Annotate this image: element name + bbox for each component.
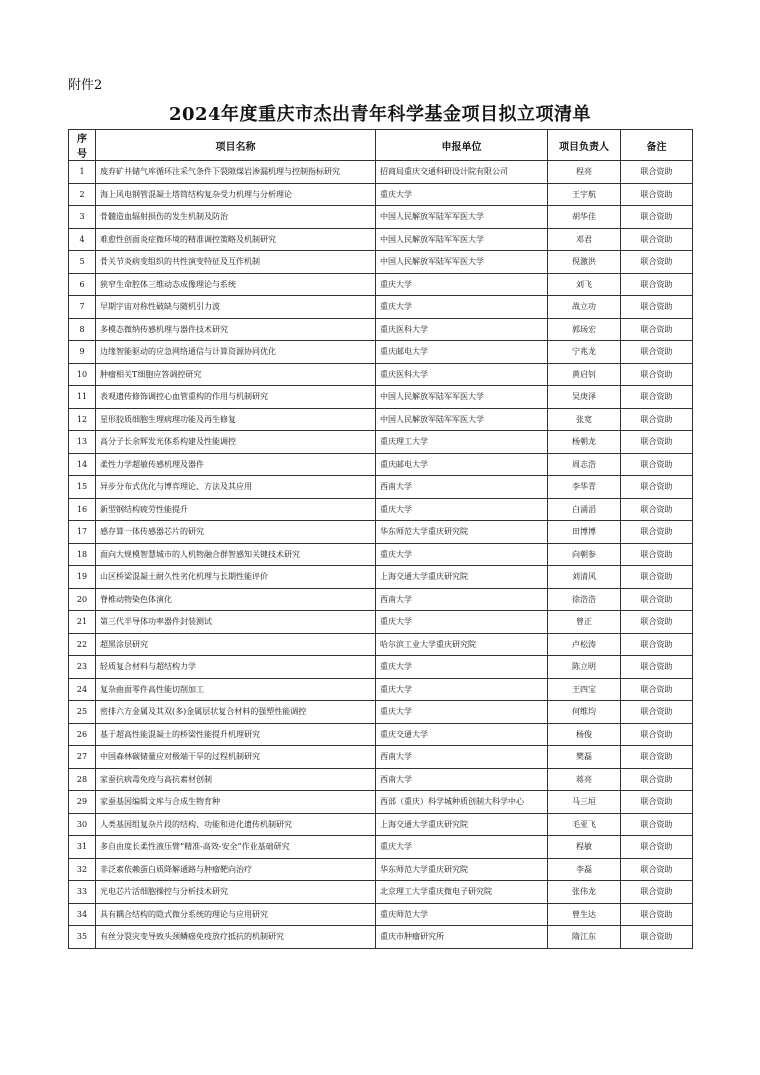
table-row: [69, 341, 693, 364]
project-leader: 胡华佳: [548, 206, 621, 229]
project-leader: 樊磊: [548, 746, 621, 769]
table-row: [69, 656, 693, 679]
table-row: [69, 161, 693, 184]
project-name: 早期宇宙对称性破缺与随机引力波: [96, 296, 376, 319]
project-name: 面向大规模智慧城市的人机物融合群智感知关键技术研究: [96, 543, 376, 566]
remark: 联合资助: [621, 228, 693, 251]
remark: 联合资助: [621, 701, 693, 724]
applicant-unit: 重庆交通大学: [376, 723, 548, 746]
applicant-unit: 重庆市肿瘤研究所: [376, 926, 548, 949]
project-leader: 王四宝: [548, 678, 621, 701]
applicant-unit: 中国人民解放军陆军军医大学: [376, 386, 548, 409]
row-index: 27: [69, 746, 96, 769]
project-name: 中国森林碳储量应对极端干旱的过程机制研究: [96, 746, 376, 769]
remark: 联合资助: [621, 746, 693, 769]
table-row: [69, 543, 693, 566]
remark: 联合资助: [621, 453, 693, 476]
table-row: [69, 611, 693, 634]
table-row: [69, 498, 693, 521]
row-index: 1: [69, 161, 96, 184]
project-leader: 隋江东: [548, 926, 621, 949]
project-name: 骨关节炎病变组织的共性演变特征及互作机制: [96, 251, 376, 274]
table-row: [69, 791, 693, 814]
row-index: 19: [69, 566, 96, 589]
table-row: [69, 903, 693, 926]
row-index: 7: [69, 296, 96, 319]
applicant-unit: 重庆大学: [376, 656, 548, 679]
remark: 联合资助: [621, 813, 693, 836]
applicant-unit: 重庆理工大学: [376, 431, 548, 454]
applicant-unit: 重庆大学: [376, 701, 548, 724]
table-row: [69, 296, 693, 319]
project-name: 高分子长余辉发光体系构建及性能调控: [96, 431, 376, 454]
table-row: [69, 408, 693, 431]
remark: 联合资助: [621, 836, 693, 859]
project-leader: 倪激洪: [548, 251, 621, 274]
project-leader: 宁兆龙: [548, 341, 621, 364]
table-row: [69, 431, 693, 454]
applicant-unit: 中国人民解放军陆军军医大学: [376, 228, 548, 251]
table-row: [69, 858, 693, 881]
table-row: [69, 386, 693, 409]
remark: 联合资助: [621, 881, 693, 904]
project-name: 异步分布式优化与博弈理论、方法及其应用: [96, 476, 376, 499]
row-index: 16: [69, 498, 96, 521]
remark: 联合资助: [621, 678, 693, 701]
row-index: 20: [69, 588, 96, 611]
table-row: [69, 476, 693, 499]
table-header: [69, 130, 693, 161]
project-name: 家蚕抗病毒免疫与高抗素材创制: [96, 768, 376, 791]
remark: 联合资助: [621, 926, 693, 949]
applicant-unit: 上海交通大学重庆研究院: [376, 566, 548, 589]
applicant-unit: 哈尔滨工业大学重庆研究院: [376, 633, 548, 656]
project-leader: 马三垣: [548, 791, 621, 814]
row-index: 21: [69, 611, 96, 634]
remark: 联合资助: [621, 161, 693, 184]
row-index: 6: [69, 273, 96, 296]
table-row: [69, 768, 693, 791]
row-index: 9: [69, 341, 96, 364]
remark: 联合资助: [621, 656, 693, 679]
applicant-unit: 重庆大学: [376, 836, 548, 859]
remark: 联合资助: [621, 521, 693, 544]
project-name: 新型钢结构疲劳性能提升: [96, 498, 376, 521]
project-leader: 刘飞: [548, 273, 621, 296]
row-index: 30: [69, 813, 96, 836]
applicant-unit: 重庆医科大学: [376, 363, 548, 386]
header-unit: 申报单位: [376, 130, 548, 161]
applicant-unit: 重庆大学: [376, 498, 548, 521]
header-index: 序号: [69, 130, 96, 161]
applicant-unit: 重庆医科大学: [376, 318, 548, 341]
remark: 联合资助: [621, 633, 693, 656]
applicant-unit: 华东师范大学重庆研究院: [376, 858, 548, 881]
project-name: 超黑涂层研究: [96, 633, 376, 656]
project-name: 脊椎动物染色体演化: [96, 588, 376, 611]
table-row: [69, 273, 693, 296]
row-index: 25: [69, 701, 96, 724]
applicant-unit: 上海交通大学重庆研究院: [376, 813, 548, 836]
table-row: [69, 813, 693, 836]
applicant-unit: 重庆邮电大学: [376, 341, 548, 364]
project-leader: 邓君: [548, 228, 621, 251]
table-row: [69, 228, 693, 251]
row-index: 17: [69, 521, 96, 544]
project-name: 轻质复合材料与超结构力学: [96, 656, 376, 679]
table-row: [69, 521, 693, 544]
project-leader: 张伟龙: [548, 881, 621, 904]
remark: 联合资助: [621, 341, 693, 364]
remark: 联合资助: [621, 723, 693, 746]
project-name: 有丝分裂灾变导致头颈鳞癌免疫放疗抵抗的机制研究: [96, 926, 376, 949]
project-name: 废弃矿井储气库循环注采气条件下裂隙煤岩渗漏机理与控制指标研究: [96, 161, 376, 184]
row-index: 2: [69, 183, 96, 206]
applicant-unit: 北京理工大学重庆微电子研究院: [376, 881, 548, 904]
applicant-unit: 西南大学: [376, 746, 548, 769]
row-index: 28: [69, 768, 96, 791]
project-name: 表观遗传修饰调控心血管重构的作用与机制研究: [96, 386, 376, 409]
row-index: 4: [69, 228, 96, 251]
remark: 联合资助: [621, 318, 693, 341]
row-index: 13: [69, 431, 96, 454]
project-leader: 程亮: [548, 161, 621, 184]
table-body: [69, 161, 693, 949]
project-leader: 李华青: [548, 476, 621, 499]
project-name: 基于超高性能混凝土的桥梁性能提升机理研究: [96, 723, 376, 746]
row-index: 23: [69, 656, 96, 679]
project-name: 光电芯片活细胞操控与分析技术研究: [96, 881, 376, 904]
project-name: 星形胶质细胞生理病理功能及再生修复: [96, 408, 376, 431]
row-index: 35: [69, 926, 96, 949]
project-name: 山区桥梁混凝土耐久性劣化机理与长期性能评价: [96, 566, 376, 589]
header-project-name: 项目名称: [96, 130, 376, 161]
project-leader: 卢松涛: [548, 633, 621, 656]
table-row: [69, 318, 693, 341]
project-name: 肿瘤相关T细胞应答调控研究: [96, 363, 376, 386]
project-name: 第三代半导体功率器件封装测试: [96, 611, 376, 634]
remark: 联合资助: [621, 206, 693, 229]
project-name: 复杂曲面零件高性能切削加工: [96, 678, 376, 701]
applicant-unit: 西部（重庆）科学城种质创制大科学中心: [376, 791, 548, 814]
project-name: 狭窄生命腔体三维动态成像理论与系统: [96, 273, 376, 296]
row-index: 26: [69, 723, 96, 746]
project-leader: 曾正: [548, 611, 621, 634]
remark: 联合资助: [621, 588, 693, 611]
project-leader: 周志浩: [548, 453, 621, 476]
table-row: [69, 633, 693, 656]
applicant-unit: 重庆大学: [376, 678, 548, 701]
row-index: 29: [69, 791, 96, 814]
project-leader: 徐浩浩: [548, 588, 621, 611]
applicant-unit: 招商局重庆交通科研设计院有限公司: [376, 161, 548, 184]
table-row: [69, 363, 693, 386]
project-leader: 黄启钊: [548, 363, 621, 386]
applicant-unit: 西南大学: [376, 476, 548, 499]
project-leader: 何维均: [548, 701, 621, 724]
project-name: 密排六方金属及其双(多)金属层状复合材料的强塑性能调控: [96, 701, 376, 724]
header-person: 项目负责人: [548, 130, 621, 161]
row-index: 12: [69, 408, 96, 431]
table-row: [69, 566, 693, 589]
row-index: 3: [69, 206, 96, 229]
table-row: [69, 678, 693, 701]
project-name: 多自由度长柔性液压臂“精准-高效-安全”作业基础研究: [96, 836, 376, 859]
row-index: 14: [69, 453, 96, 476]
project-leader: 杨俊: [548, 723, 621, 746]
applicant-unit: 重庆师范大学: [376, 903, 548, 926]
row-index: 5: [69, 251, 96, 274]
table-row: [69, 251, 693, 274]
applicant-unit: 中国人民解放军陆军军医大学: [376, 206, 548, 229]
header-row: [69, 130, 693, 161]
row-index: 33: [69, 881, 96, 904]
applicant-unit: 重庆大学: [376, 183, 548, 206]
project-leader: 蒋亮: [548, 768, 621, 791]
project-name: 家蚕基因编辑文库与合成生物育种: [96, 791, 376, 814]
row-index: 24: [69, 678, 96, 701]
remark: 联合资助: [621, 386, 693, 409]
applicant-unit: 重庆大学: [376, 611, 548, 634]
remark: 联合资助: [621, 408, 693, 431]
remark: 联合资助: [621, 611, 693, 634]
project-name: 海上风电钢管混凝土塔筒结构复杂受力机理与分析理论: [96, 183, 376, 206]
table-row: [69, 881, 693, 904]
applicant-unit: 重庆大学: [376, 296, 548, 319]
table-row: [69, 723, 693, 746]
header-note: 备注: [621, 130, 693, 161]
remark: 联合资助: [621, 566, 693, 589]
project-leader: 李磊: [548, 858, 621, 881]
row-index: 10: [69, 363, 96, 386]
remark: 联合资助: [621, 431, 693, 454]
table-row: [69, 183, 693, 206]
project-name: 难愈性创面炎症微环境的精准调控策略及机制研究: [96, 228, 376, 251]
remark: 联合资助: [621, 183, 693, 206]
applicant-unit: 重庆大学: [376, 273, 548, 296]
project-list-table: [68, 129, 693, 949]
project-leader: 毛亚飞: [548, 813, 621, 836]
table-row: [69, 701, 693, 724]
document-title: 2024年度重庆市杰出青年科学基金项目拟立项清单: [168, 104, 592, 125]
row-index: 34: [69, 903, 96, 926]
project-name: 骨髓造血辐射损伤的发生机制及防治: [96, 206, 376, 229]
remark: 联合资助: [621, 363, 693, 386]
applicant-unit: 重庆邮电大学: [376, 453, 548, 476]
project-leader: 向朝参: [548, 543, 621, 566]
table-row: [69, 588, 693, 611]
remark: 联合资助: [621, 498, 693, 521]
applicant-unit: 华东师范大学重庆研究院: [376, 521, 548, 544]
row-index: 22: [69, 633, 96, 656]
project-name: 多模态微纳传感机理与器件技术研究: [96, 318, 376, 341]
remark: 联合资助: [621, 858, 693, 881]
remark: 联合资助: [621, 768, 693, 791]
project-leader: 曾生达: [548, 903, 621, 926]
project-leader: 战立功: [548, 296, 621, 319]
project-name: 具有耦合结构的隐式微分系统的理论与应用研究: [96, 903, 376, 926]
project-name: 柔性力学超敏传感机理及器件: [96, 453, 376, 476]
table-row: [69, 746, 693, 769]
table-row: [69, 206, 693, 229]
applicant-unit: 西南大学: [376, 588, 548, 611]
table-row: [69, 453, 693, 476]
remark: 联合资助: [621, 903, 693, 926]
project-leader: 田博博: [548, 521, 621, 544]
remark: 联合资助: [621, 791, 693, 814]
project-leader: 杨朝龙: [548, 431, 621, 454]
applicant-unit: 重庆大学: [376, 543, 548, 566]
project-leader: 白涌滔: [548, 498, 621, 521]
remark: 联合资助: [621, 543, 693, 566]
project-name: 边缘智能驱动的应急网络通信与计算资源协同优化: [96, 341, 376, 364]
applicant-unit: 西南大学: [376, 768, 548, 791]
row-index: 8: [69, 318, 96, 341]
remark: 联合资助: [621, 251, 693, 274]
remark: 联合资助: [621, 273, 693, 296]
remark: 联合资助: [621, 476, 693, 499]
project-leader: 陈立明: [548, 656, 621, 679]
project-name: 感存算一体传感器芯片的研究: [96, 521, 376, 544]
table-row: [69, 926, 693, 949]
remark: 联合资助: [621, 296, 693, 319]
applicant-unit: 中国人民解放军陆军军医大学: [376, 408, 548, 431]
applicant-unit: 中国人民解放军陆军军医大学: [376, 251, 548, 274]
project-leader: 王宇航: [548, 183, 621, 206]
row-index: 11: [69, 386, 96, 409]
project-leader: 吴庚泽: [548, 386, 621, 409]
project-leader: 程敏: [548, 836, 621, 859]
row-index: 31: [69, 836, 96, 859]
project-leader: 刘清风: [548, 566, 621, 589]
row-index: 15: [69, 476, 96, 499]
project-name: 人类基因组复杂片段的结构、功能和进化遗传机制研究: [96, 813, 376, 836]
project-leader: 张宽: [548, 408, 621, 431]
row-index: 18: [69, 543, 96, 566]
row-index: 32: [69, 858, 96, 881]
attachment-label: 附件2: [68, 78, 103, 93]
project-name: 非泛素依赖蛋白质降解通路与肿瘤靶向治疗: [96, 858, 376, 881]
table-row: [69, 836, 693, 859]
project-leader: 郭玚宏: [548, 318, 621, 341]
